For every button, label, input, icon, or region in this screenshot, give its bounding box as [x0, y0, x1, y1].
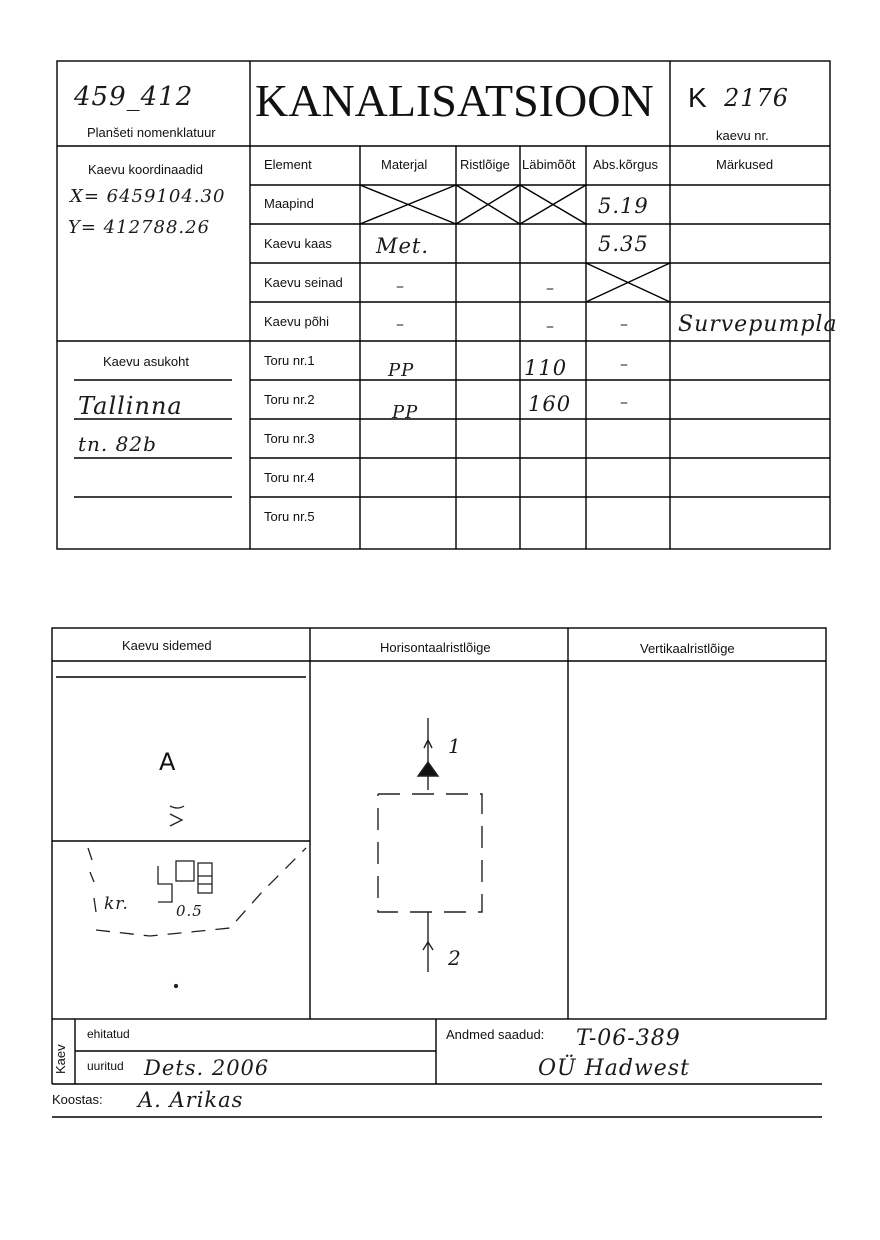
well-number-label: kaevu nr. — [716, 128, 769, 143]
cell-toru1-labimoot: 110 — [524, 356, 568, 380]
cell-toru2-abs: – — [620, 392, 629, 411]
location-street: Tallinna — [78, 392, 183, 420]
pipe-label-2: 2 — [448, 946, 462, 970]
row-element-kaevu-kaas: Kaevu kaas — [264, 236, 332, 251]
col-header-materjal: Materjal — [381, 157, 428, 172]
uuritud-value: Dets. 2006 — [144, 1056, 270, 1080]
row-element-kaevu-pohi: Kaevu põhi — [264, 314, 330, 329]
section-vertikaalristloige: Vertikaalristlõige — [640, 641, 735, 656]
uuritud-label: uuritud — [87, 1059, 124, 1073]
cell-toru1-abs: – — [620, 354, 629, 373]
cell-kaas-materjal: Met. — [376, 234, 430, 258]
section-horisontaalristloige: Horisontaalristlõige — [380, 640, 491, 655]
andmed-label: Andmed saadud: — [446, 1027, 545, 1042]
row-element-toru-2: Toru nr.2 — [264, 392, 315, 407]
row-element-toru-3: Toru nr.3 — [264, 431, 315, 446]
cell-pohi-materjal: – — [396, 314, 405, 333]
sheet-number: 459_412 — [74, 82, 194, 112]
coordinate-x: X= 6459104.30 — [70, 186, 226, 207]
well-number: 2176 — [724, 84, 790, 112]
row-element-maapind: Maapind — [264, 196, 314, 211]
cell-pohi-markused: Survepumpla — [678, 312, 838, 337]
page-title: KANALISATSIOON — [255, 75, 654, 126]
koostas-label: Koostas: — [52, 1092, 103, 1107]
cell-seinad-materjal: – — [396, 276, 405, 295]
ehitatud-label: ehitatud — [87, 1027, 130, 1041]
coordinate-y: Y= 412788.26 — [68, 217, 211, 238]
cell-kaas-abs: 5.35 — [598, 232, 649, 256]
col-header-ristloige: Ristlõige — [460, 157, 510, 172]
cell-seinad-labimoot: – — [546, 278, 555, 297]
pipe-label-1: 1 — [448, 734, 462, 758]
col-header-abs-korgus: Abs.kõrgus — [593, 157, 659, 172]
cell-toru1-materjal: PP — [388, 360, 415, 381]
cell-toru2-labimoot: 160 — [528, 392, 572, 416]
row-element-toru-1: Toru nr.1 — [264, 353, 315, 368]
location-label: Kaevu asukoht — [103, 354, 190, 369]
sheet-number-label: Planšeti nomenklatuur — [87, 125, 216, 140]
sketch-label-kr: kr. — [104, 894, 129, 914]
col-header-labimoot: Läbimõõt — [522, 157, 576, 172]
cell-pohi-labimoot: – — [546, 316, 555, 335]
horizontal-section-drawing — [378, 718, 482, 972]
footer-side-label: Kaev — [53, 1044, 68, 1074]
sketch-label-dim: 0.5 — [176, 902, 203, 920]
section-kaevu-sidemed: Kaevu sidemed — [122, 638, 212, 653]
well-prefix: K — [688, 82, 707, 113]
location-number: tn. 82b — [78, 432, 157, 456]
sketch-label-a: A — [159, 748, 176, 776]
koostas-value: A. Arikas — [138, 1088, 244, 1112]
row-element-toru-4: Toru nr.4 — [264, 470, 315, 485]
cell-pohi-abs: – — [620, 314, 629, 333]
andmed-value-company: OÜ Hadwest — [538, 1056, 690, 1081]
cell-toru2-materjal: PP — [392, 402, 419, 423]
row-element-toru-5: Toru nr.5 — [264, 509, 315, 524]
row-element-kaevu-seinad: Kaevu seinad — [264, 275, 343, 290]
col-header-markused: Märkused — [716, 157, 774, 172]
coordinates-label: Kaevu koordinaadid — [88, 162, 203, 177]
col-header-element: Element — [264, 157, 312, 172]
cell-maapind-abs: 5.19 — [598, 194, 649, 218]
andmed-value-code: T-06-389 — [576, 1026, 681, 1051]
